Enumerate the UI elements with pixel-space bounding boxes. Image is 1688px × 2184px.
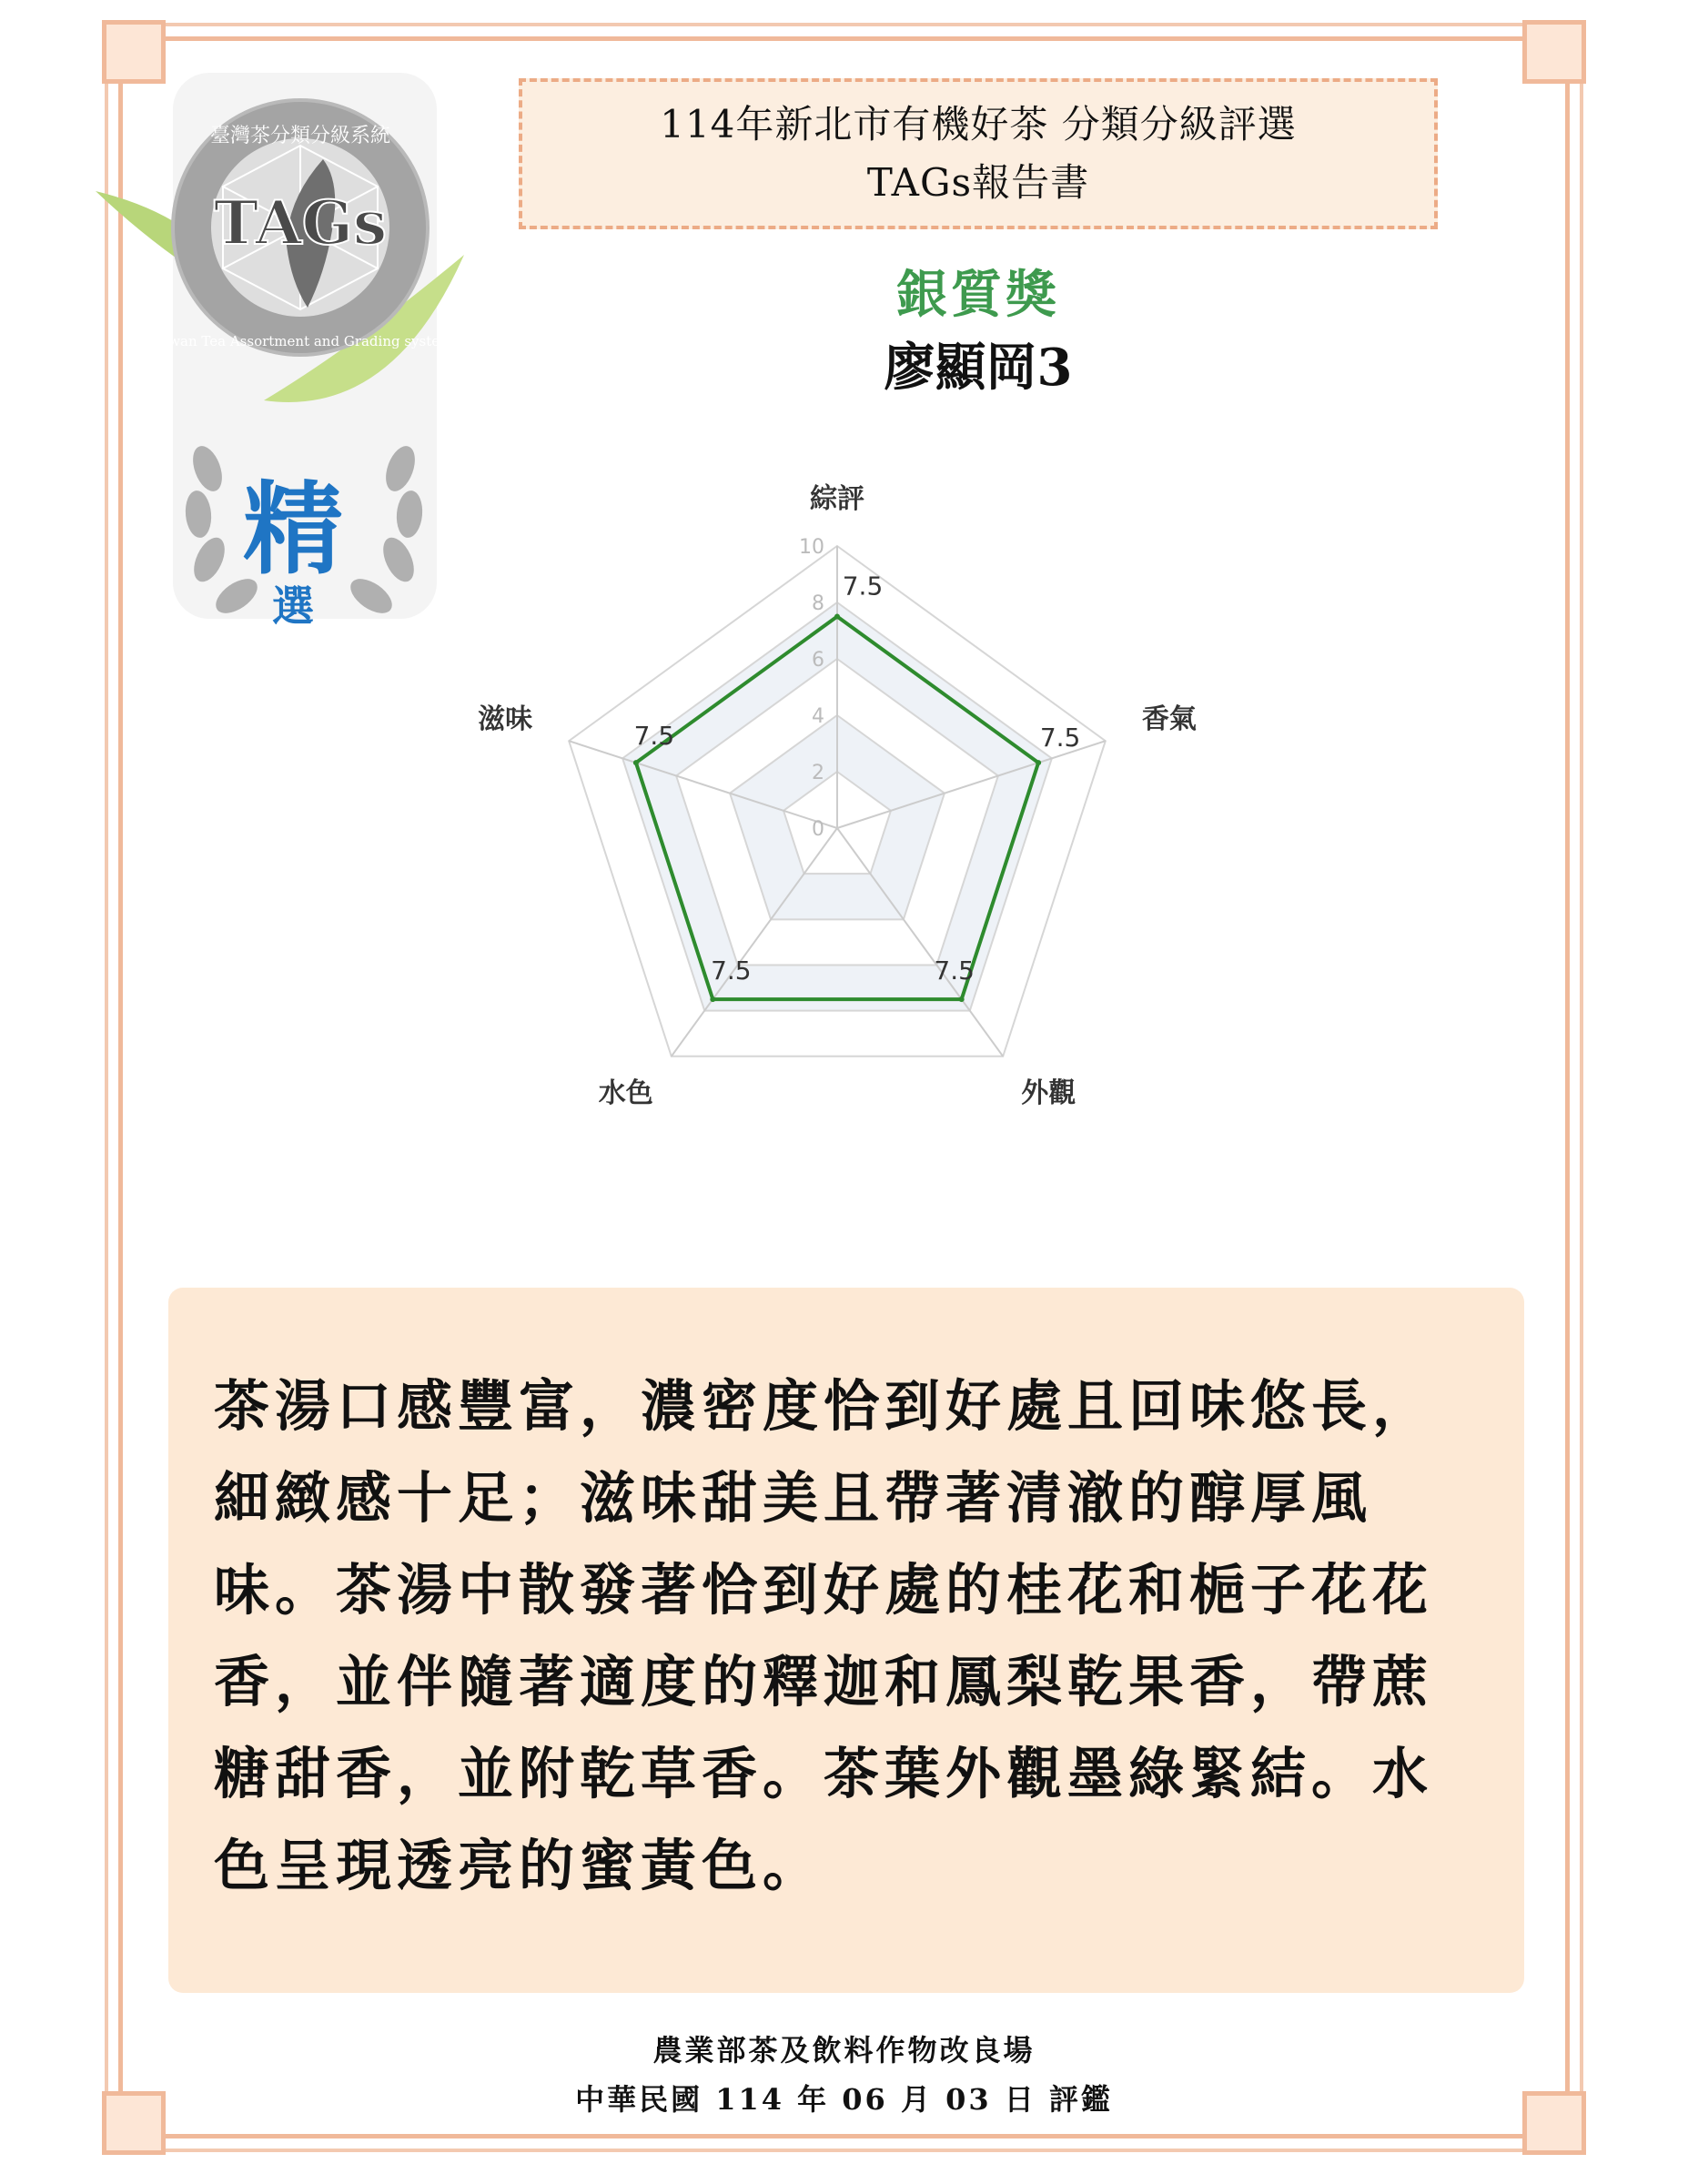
radar-category-label: 外觀 xyxy=(1021,1077,1076,1109)
svg-text:精: 精 xyxy=(243,471,343,588)
radar-category-label: 香氣 xyxy=(1141,703,1197,736)
report-header xyxy=(519,78,1438,229)
radar-tick-label: 10 xyxy=(799,536,824,559)
radar-tick-label: 4 xyxy=(812,705,824,728)
radar-point xyxy=(633,760,639,765)
award-title: 銀質獎 xyxy=(896,265,1060,325)
corner-ornament xyxy=(1522,20,1586,84)
radar-category-label: 水色 xyxy=(598,1077,653,1109)
radar-point xyxy=(1036,760,1041,765)
report-title: 114年新北市有機好茶 分類分級評選 xyxy=(660,102,1297,147)
tea-name: 廖顯岡3 xyxy=(884,338,1073,398)
radar-chart xyxy=(446,455,1247,1128)
svg-text:Taiwan Tea Assortment and Grad: Taiwan Tea Assortment and Grading system xyxy=(147,333,453,349)
footer-date: 中華民國 114 年 06 月 03 日 評鑑 xyxy=(575,2082,1113,2117)
radar-value-label: 7.5 xyxy=(711,956,752,986)
radar-tick-label: 0 xyxy=(812,818,824,841)
radar-category-label: 滋味 xyxy=(478,703,533,736)
radar-tick-label: 6 xyxy=(812,649,824,672)
radar-tick-label: 8 xyxy=(812,592,824,615)
tags-logo-icon xyxy=(91,73,473,637)
report-subtitle: TAGs報告書 xyxy=(866,160,1090,205)
radar-point xyxy=(959,996,965,1002)
svg-text:選: 選 xyxy=(272,581,314,631)
radar-category-label: 綜評 xyxy=(810,483,864,515)
footer-organization: 農業部茶及飲料作物改良場 xyxy=(652,2033,1036,2068)
radar-value-label: 7.5 xyxy=(842,571,884,602)
radar-point xyxy=(710,996,715,1002)
radar-tick-label: 2 xyxy=(812,762,824,784)
radar-value-label: 7.5 xyxy=(1039,723,1081,753)
svg-text:臺灣茶分類分級系統: 臺灣茶分類分級系統 xyxy=(209,125,391,147)
radar-value-label: 7.5 xyxy=(633,721,675,752)
radar-point xyxy=(834,614,840,620)
tags-badge xyxy=(91,73,473,637)
review-text: 茶湯口感豐富，濃密度恰到好處且回味悠長，細緻感十足；滋味甜美且帶著清澈的醇厚風味。茶湯中散發著恰到好處的桂花和梔子花花香，並伴隨著適度的釋迦和鳳梨乾果香，帶蔗糖甜香，並附乾草香。茶葉外觀墨綠緊結。水色呈現透亮的蜜黃色。 xyxy=(214,1374,1434,1898)
radar-value-label: 7.5 xyxy=(934,956,975,986)
svg-text:TAGs: TAGs xyxy=(213,187,388,258)
